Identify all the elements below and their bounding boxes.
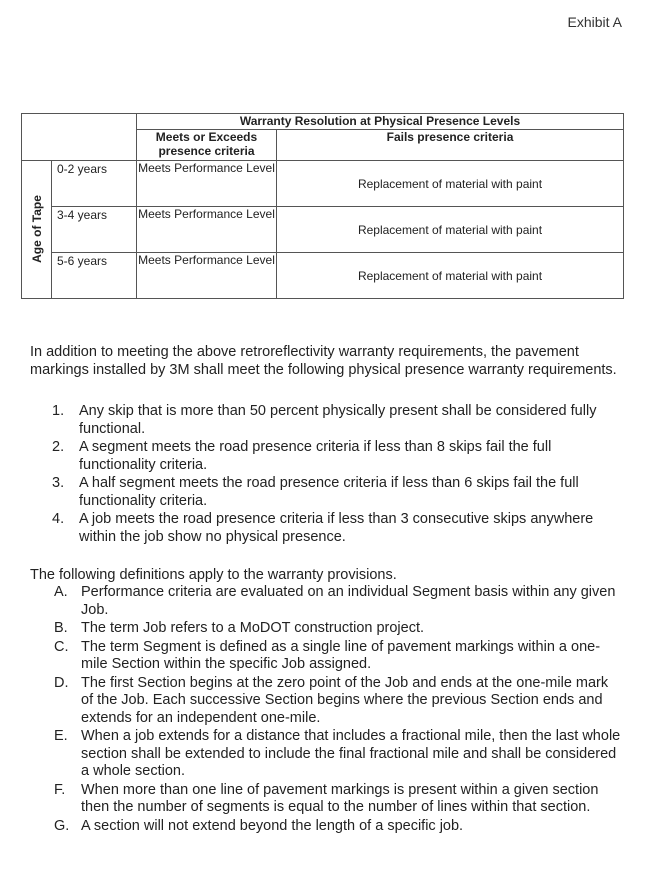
list-item-text: A half segment meets the road presence criteria if less than 6 skips fail the full functionality criteria. [79, 475, 579, 509]
fails-cell: Replacement of material with paint [277, 253, 624, 299]
table-header-row [22, 114, 624, 130]
list-item [52, 511, 627, 546]
fails-cell: Replacement of material with paint [277, 207, 624, 253]
list-marker: D. [54, 674, 69, 691]
definitions-lead: The following definitions apply to the warranty provisions. [30, 567, 397, 583]
age-cell: 3-4 years [52, 207, 137, 253]
list-item [52, 439, 627, 474]
list-item [54, 620, 624, 638]
list-marker: 2. [52, 439, 65, 455]
table-row [22, 161, 624, 207]
exhibit-label: Exhibit A [567, 14, 622, 30]
row-group-cell [22, 161, 52, 299]
intro-paragraph: In addition to meeting the above retroreflectivity warranty requirements, the pavement markings installed by 3M shall meet the following physical presence warranty requirements. [30, 344, 617, 378]
list-item [54, 639, 624, 674]
list-item [54, 782, 624, 817]
fails-cell: Replacement of material with paint [277, 161, 624, 207]
list-item-text: The term Segment is defined as a single line of pavement markings within a one-mile Section within the specific Job assigned. [81, 638, 601, 672]
list-marker: G. [54, 817, 70, 834]
list-marker: 4. [52, 511, 65, 527]
table-title: Warranty Resolution at Physical Presence Levels [137, 114, 624, 130]
age-cell: 0-2 years [52, 161, 137, 207]
list-item [52, 475, 627, 510]
list-marker: 3. [52, 475, 65, 491]
list-marker: B. [54, 620, 68, 636]
row-group-label: Age of Tape [29, 194, 44, 263]
list-item-text: A segment meets the road presence criteria if less than 8 skips fail the full functionality criteria. [79, 439, 552, 473]
list-item-text: Performance criteria are evaluated on an individual Segment basis within any given Job. [81, 584, 616, 618]
table-row [22, 207, 624, 253]
definitions-list [54, 584, 624, 836]
list-item [54, 675, 624, 728]
meets-cell: Meets Performance Level [137, 161, 277, 207]
list-item [54, 584, 624, 619]
column-header-meets: Meets or Exceeds presence criteria [137, 130, 277, 161]
list-marker: A. [54, 584, 68, 600]
list-marker: E. [54, 728, 68, 744]
list-item-text: Any skip that is more than 50 percent physically present shall be considered fully functional. [79, 403, 597, 437]
list-marker: C. [54, 638, 69, 655]
age-cell: 5-6 years [52, 253, 137, 299]
requirements-list [52, 403, 627, 547]
list-marker: F. [54, 781, 66, 798]
list-item-text: When a job extends for a distance that includes a fractional mile, then the last whole section shall be extended to include the final fractional mile and shall be considered a whole section. [81, 728, 621, 779]
meets-cell: Meets Performance Level [137, 253, 277, 299]
list-item [52, 403, 627, 438]
list-marker: 1. [52, 403, 65, 419]
list-item [54, 728, 624, 781]
warranty-table [21, 113, 624, 299]
list-item-text: The term Job refers to a MoDOT construction project. [81, 620, 425, 636]
meets-cell: Meets Performance Level [137, 207, 277, 253]
list-item-text: When more than one line of pavement markings is present within a given section then the number of segments is equal to the number of lines within that section. [81, 781, 599, 815]
column-header-fails: Fails presence criteria [277, 130, 624, 161]
list-item-text: The first Section begins at the zero point of the Job and ends at the one-mile mark of the Job. Each successive Section begins where the previous Section ends and extends for an independent one-mile. [81, 674, 609, 726]
list-item [54, 818, 624, 836]
list-item-text: A section will not extend beyond the length of a specific job. [81, 817, 464, 834]
table-row [22, 253, 624, 299]
table-corner-cell [22, 114, 137, 161]
list-item-text: A job meets the road presence criteria if less than 3 consecutive skips anywhere within the job show no physical presence. [79, 511, 594, 545]
